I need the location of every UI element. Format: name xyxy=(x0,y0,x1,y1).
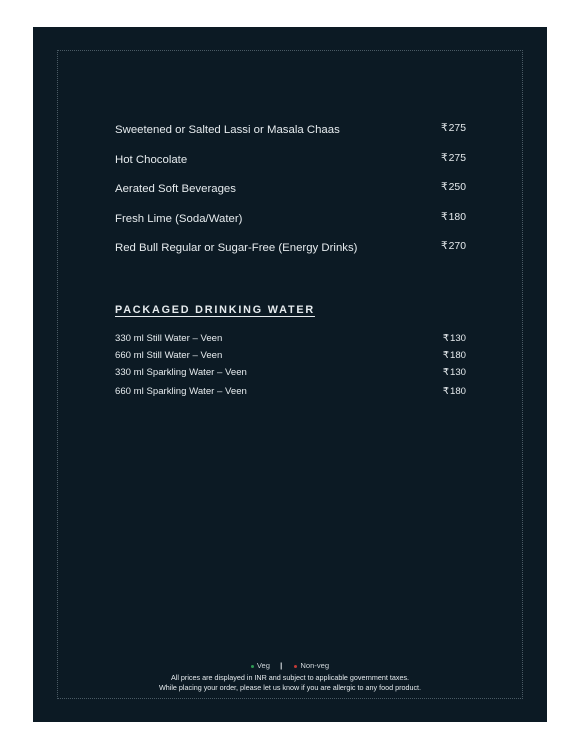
rupee-icon: ₹ xyxy=(442,386,449,398)
item-price: ₹180 xyxy=(442,386,466,398)
rupee-icon: ₹ xyxy=(441,182,448,194)
water-list xyxy=(115,333,467,403)
menu-item xyxy=(115,182,467,212)
rupee-icon: ₹ xyxy=(442,333,449,344)
nonveg-dot-icon xyxy=(294,665,297,668)
item-name: Sweetened or Salted Lassi or Masala Chaas xyxy=(115,124,340,136)
beverage-list xyxy=(115,123,467,271)
menu-item xyxy=(115,123,467,153)
rupee-icon: ₹ xyxy=(441,241,448,253)
footer-line-allergy: While placing your order, please let us know if you are allergic to any food product. xyxy=(158,682,422,692)
menu-item xyxy=(115,153,467,183)
menu-item xyxy=(115,333,467,345)
item-price: ₹130 xyxy=(442,367,466,379)
section-title: PACKAGED DRINKING WATER xyxy=(115,304,315,316)
item-name: Aerated Soft Beverages xyxy=(115,183,236,196)
item-price: ₹130 xyxy=(442,333,466,344)
item-price: ₹180 xyxy=(441,211,466,223)
item-price: ₹180 xyxy=(442,350,466,362)
footer-note xyxy=(33,673,547,692)
rupee-icon: ₹ xyxy=(442,367,449,379)
rupee-icon: ₹ xyxy=(442,350,449,362)
rupee-icon: ₹ xyxy=(441,152,448,164)
item-price: ₹250 xyxy=(441,182,466,194)
rupee-icon: ₹ xyxy=(441,123,448,134)
item-price: ₹275 xyxy=(441,152,466,164)
menu-page xyxy=(33,27,547,722)
item-name: Red Bull Regular or Sugar-Free (Energy Drinks) xyxy=(115,242,358,255)
item-name: 330 ml Sparkling Water – Veen xyxy=(115,367,247,379)
footer-line-taxes: All prices are displayed in INR and subject to applicable government taxes. xyxy=(170,673,410,682)
item-name: Fresh Lime (Soda/Water) xyxy=(115,212,243,225)
menu-item xyxy=(115,241,467,271)
menu-item xyxy=(115,386,467,398)
item-price: ₹275 xyxy=(441,123,466,134)
item-name: Hot Chocolate xyxy=(115,153,188,166)
menu-item xyxy=(115,367,467,379)
rupee-icon: ₹ xyxy=(441,211,448,223)
menu-item xyxy=(115,350,467,362)
item-name: 660 ml Still Water – Veen xyxy=(115,350,223,362)
veg-label: Veg xyxy=(256,661,270,670)
menu-item xyxy=(115,212,467,242)
diet-legend xyxy=(33,661,547,670)
item-name: 330 ml Still Water – Veen xyxy=(115,333,223,344)
legend-separator: | xyxy=(280,661,283,670)
item-name: 660 ml Sparkling Water – Veen xyxy=(115,386,247,398)
nonveg-label: Non-veg xyxy=(300,661,330,670)
item-price: ₹270 xyxy=(441,241,466,253)
veg-dot-icon xyxy=(251,665,254,668)
